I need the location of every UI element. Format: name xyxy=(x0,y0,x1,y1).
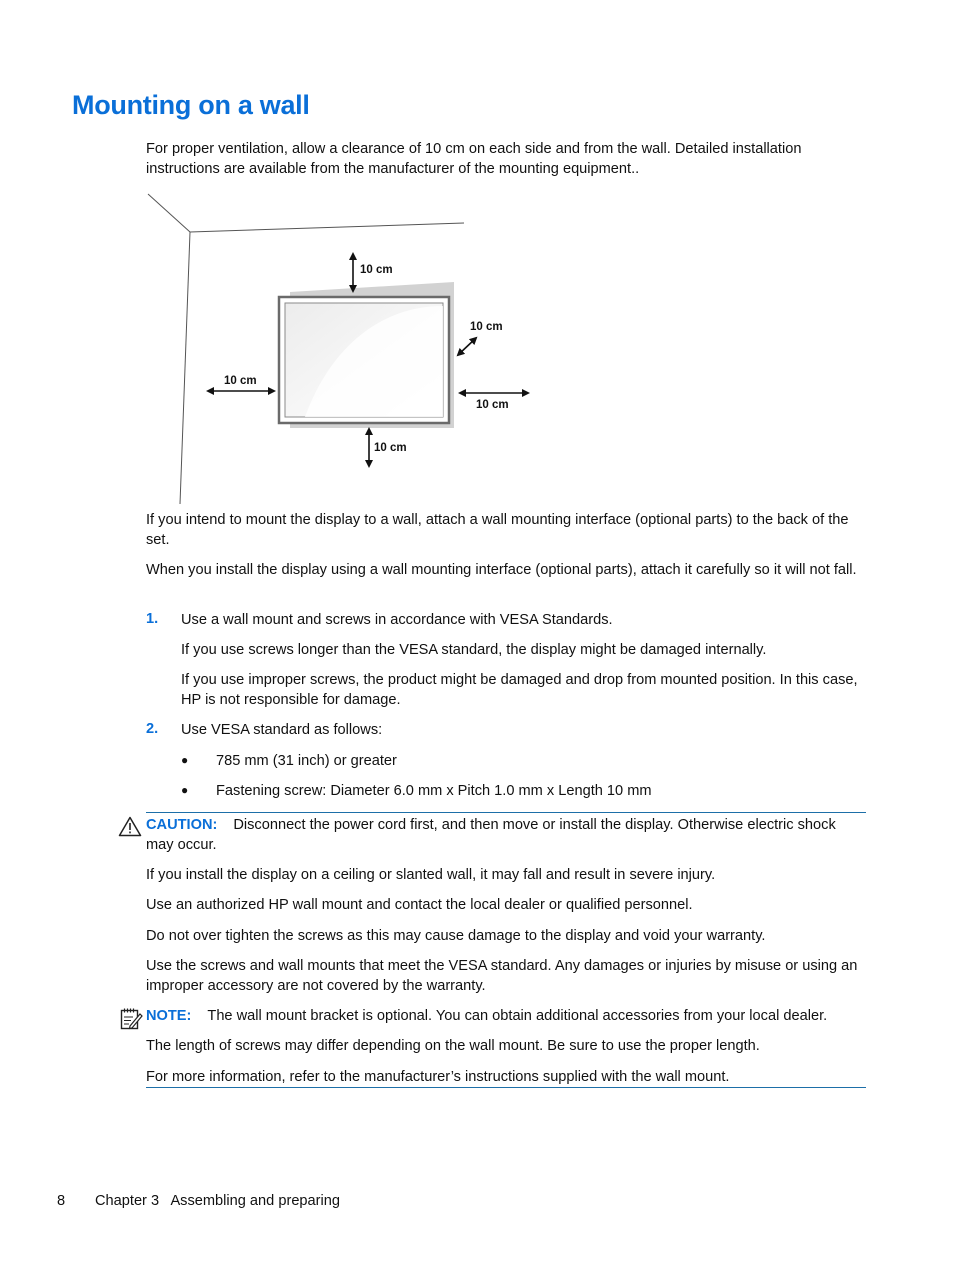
step-number: 1. xyxy=(146,611,159,627)
wall-mount-diagram xyxy=(140,188,540,508)
step-text: Use VESA standard as follows: xyxy=(181,722,383,738)
bullet-item: Fastening screw: Diameter 6.0 mm x Pitch 1.0 mm x Length 10 mm xyxy=(216,783,652,799)
caution-detail: Use an authorized HP wall mount and contact the local dealer or qualified personnel. xyxy=(146,897,693,913)
right-upper-clearance-label: 10 cm xyxy=(470,321,503,333)
caution-detail: Do not over tighten the screws as this may cause damage to the display and void your warranty. xyxy=(146,928,766,944)
top-clearance-label: 10 cm xyxy=(360,264,393,276)
right-lower-clearance-label: 10 cm xyxy=(476,399,509,411)
ceiling-edge-line xyxy=(148,194,190,232)
bottom-clearance-label: 10 cm xyxy=(374,442,407,454)
step-subtext: If you use screws longer than the VESA standard, the display might be damaged internally. xyxy=(181,642,767,658)
paragraph-attach: If you intend to mount the display to a wall, attach a wall mounting interface (optional parts) to the back of the set. xyxy=(146,512,849,548)
caution-detail: If you install the display on a ceiling or slanted wall, it may fall and result in severe injury. xyxy=(146,867,716,883)
bullet-dot-icon: ● xyxy=(181,753,189,767)
left-clearance-label: 10 cm xyxy=(224,375,257,387)
note-paragraph xyxy=(146,1007,862,1027)
wall-top-line xyxy=(190,223,464,232)
bullet-item: 785 mm (31 inch) or greater xyxy=(216,753,397,769)
step-number: 2. xyxy=(146,721,159,737)
note-bottom-rule xyxy=(146,1087,866,1088)
chapter-footer: Chapter 3 Assembling and preparing xyxy=(95,1193,341,1209)
note-detail: For more information, refer to the manufacturer’s instructions supplied with the wall mount. xyxy=(146,1069,730,1085)
caution-top-rule xyxy=(146,812,866,813)
step-text: Use a wall mount and screws in accordance with VESA Standards. xyxy=(181,612,613,628)
step-subtext: If you use improper screws, the product might be damaged and drop from mounted position. In this case, HP is not responsible for damage. xyxy=(181,672,858,708)
note-pad-icon xyxy=(119,1007,143,1031)
caution-detail: Use the screws and wall mounts that meet the VESA standard. Any damages or injuries by misuse or using an improper accessory are not covered by the warranty. xyxy=(146,958,858,994)
warning-triangle-icon xyxy=(118,816,142,837)
caution-label: CAUTION: xyxy=(146,817,218,833)
note-text: The wall mount bracket is optional. You can obtain additional accessories from your local dealer. xyxy=(207,1008,828,1024)
paragraph-careful: When you install the display using a wall mounting interface (optional parts), attach it carefully so it will not fall. xyxy=(146,562,857,578)
wall-corner-line xyxy=(180,232,190,504)
caution-text: Disconnect the power cord first, and then move or install the display. Otherwise electric shock may occur. xyxy=(146,817,836,853)
caution-paragraph xyxy=(146,816,862,855)
page-title: Mounting on a wall xyxy=(72,90,310,120)
page-number: 8 xyxy=(57,1193,66,1209)
note-label: NOTE: xyxy=(146,1008,192,1024)
intro-paragraph: For proper ventilation, allow a clearance of 10 cm on each side and from the wall. Detailed installation instructions are available from the manufacturer of the mounting equipment.. xyxy=(146,141,802,177)
right-upper-clearance-arrow xyxy=(458,338,476,355)
note-detail: The length of screws may differ depending on the wall mount. Be sure to use the proper length. xyxy=(146,1038,760,1054)
bullet-dot-icon: ● xyxy=(181,783,189,797)
